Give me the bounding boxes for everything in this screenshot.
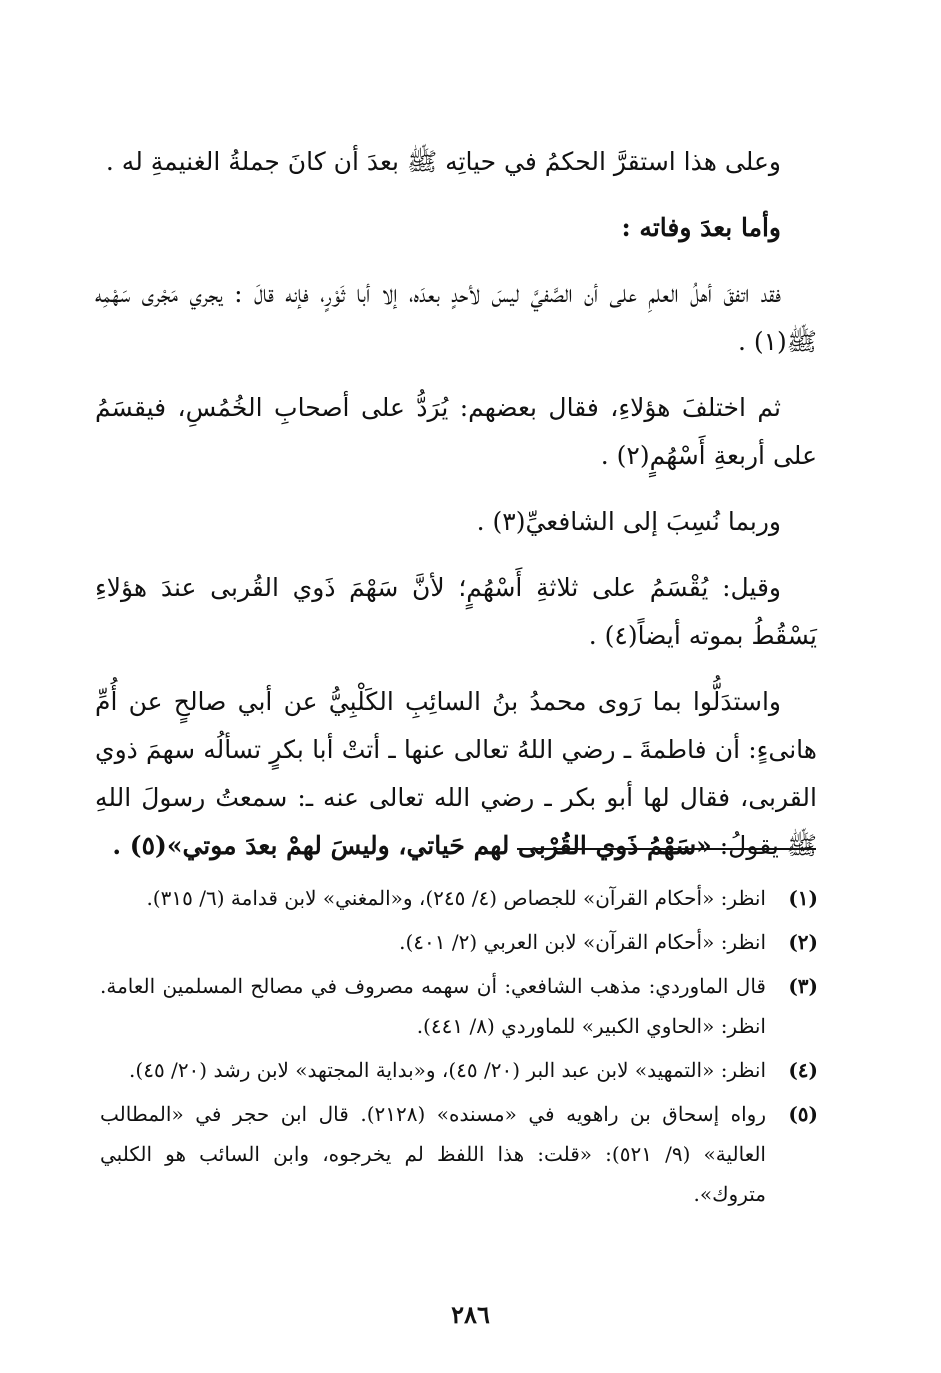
footnotes	[100, 878, 818, 1218]
paragraph: وعلى هذا استقرَّ الحكمُ في حياتِه ﷺ بعدَ أن كانَ جملةُ الغنيمةِ له .	[105, 147, 781, 176]
paragraph: ثم اختلفَ هؤلاءِ، فقال بعضهم: يُرَدُّ على أصحابِ الخُمُسِ، فيقسَمُ على أربعةِ أَسْهُمٍ(٢) .	[95, 393, 817, 470]
footnote-item	[100, 1094, 818, 1214]
footnote-text: انظر: «أحكام القرآن» للجصاص (٤/ ٢٤٥)، و«المغني» لابن قدامة (٦/ ٣١٥).	[146, 886, 766, 910]
footnote-text: انظر: «أحكام القرآن» لابن العربي (٢/ ٤٠١).	[399, 930, 766, 954]
main-text	[95, 138, 817, 888]
section-heading: وأما بعدَ وفاته :	[621, 213, 781, 242]
paragraph: فقد اتفقَ أهلُ العلمِ على أن الصَّفيَّ ليسَ لأحدٍ بعدَه، إلا أبا ثَوْرٍ، فإنه قالَ : يجري مَجْرى سَهْمِه ﷺ(١) .	[95, 279, 817, 356]
paragraph-text: واستدَلُّوا بما رَوى محمدُ بنُ السائِبِ الكَلْبِيُّ عن أبي صالحٍ عن أُمِّ هانىءٍ: أن فاطمةَ ـ رضي اللهُ تعالى عنها ـ أتتْ أبا بكرٍ تسألُه سهمَ ذوي القربى، فقال لها أبو بكر ـ رضي الله تعالى عنه ـ: سمعتُ رسولَ اللهِ ﷺ يقولُ:	[95, 687, 817, 860]
footnote-number: (١)	[788, 886, 818, 910]
footnote-number: (٢)	[788, 930, 818, 954]
paragraph: وربما نُسِبَ إلى الشافعيِّ(٣) .	[476, 507, 781, 536]
footnote-text: قال الماوردي: مذهب الشافعي: أن سهمه مصروف في مصالح المسلمين العامة. انظر: «الحاوي الكبير» للماوردي (٨/ ٤٤١).	[100, 974, 766, 1038]
page-number: ٢٨٦	[451, 1300, 490, 1329]
footnote-number: (٥)	[788, 1102, 818, 1126]
footnote-separator	[517, 848, 816, 850]
paragraph: وقيل: يُقْسَمُ على ثلاثةِ أَسْهُمٍ؛ لأنَّ سَهْمَ ذَوي القُربى عندَ هؤلاءِ يَسْقُطُ بموته أيضاً(٤) .	[95, 573, 817, 650]
hadith-quote: «سَهْمُ ذَوي القُرْبى لهم حَياتي، وليسَ لهمْ بعدَ موتي»(٥) .	[112, 831, 712, 860]
footnote-item	[100, 922, 818, 962]
footnote-item	[100, 878, 818, 918]
footnote-text: رواه إسحاق بن راهويه في «مسنده» (٢١٢٨). قال ابن حجر في «المطالب العالية» (٩/ ٥٢١): «قلت: هذا اللفظ لم يخرجوه، وابن السائب هو الكلبي متروك».	[100, 1102, 767, 1206]
footnote-number: (٣)	[788, 974, 818, 998]
footnote-number: (٤)	[788, 1058, 818, 1082]
footnote-item	[100, 1050, 818, 1090]
paragraph	[95, 678, 817, 870]
footnote-text: انظر: «التمهيد» لابن عبد البر (٢٠/ ٤٥)، و«بداية المجتهد» لابن رشد (٢٠/ ٤٥).	[129, 1058, 766, 1082]
footnote-item	[100, 966, 818, 1046]
